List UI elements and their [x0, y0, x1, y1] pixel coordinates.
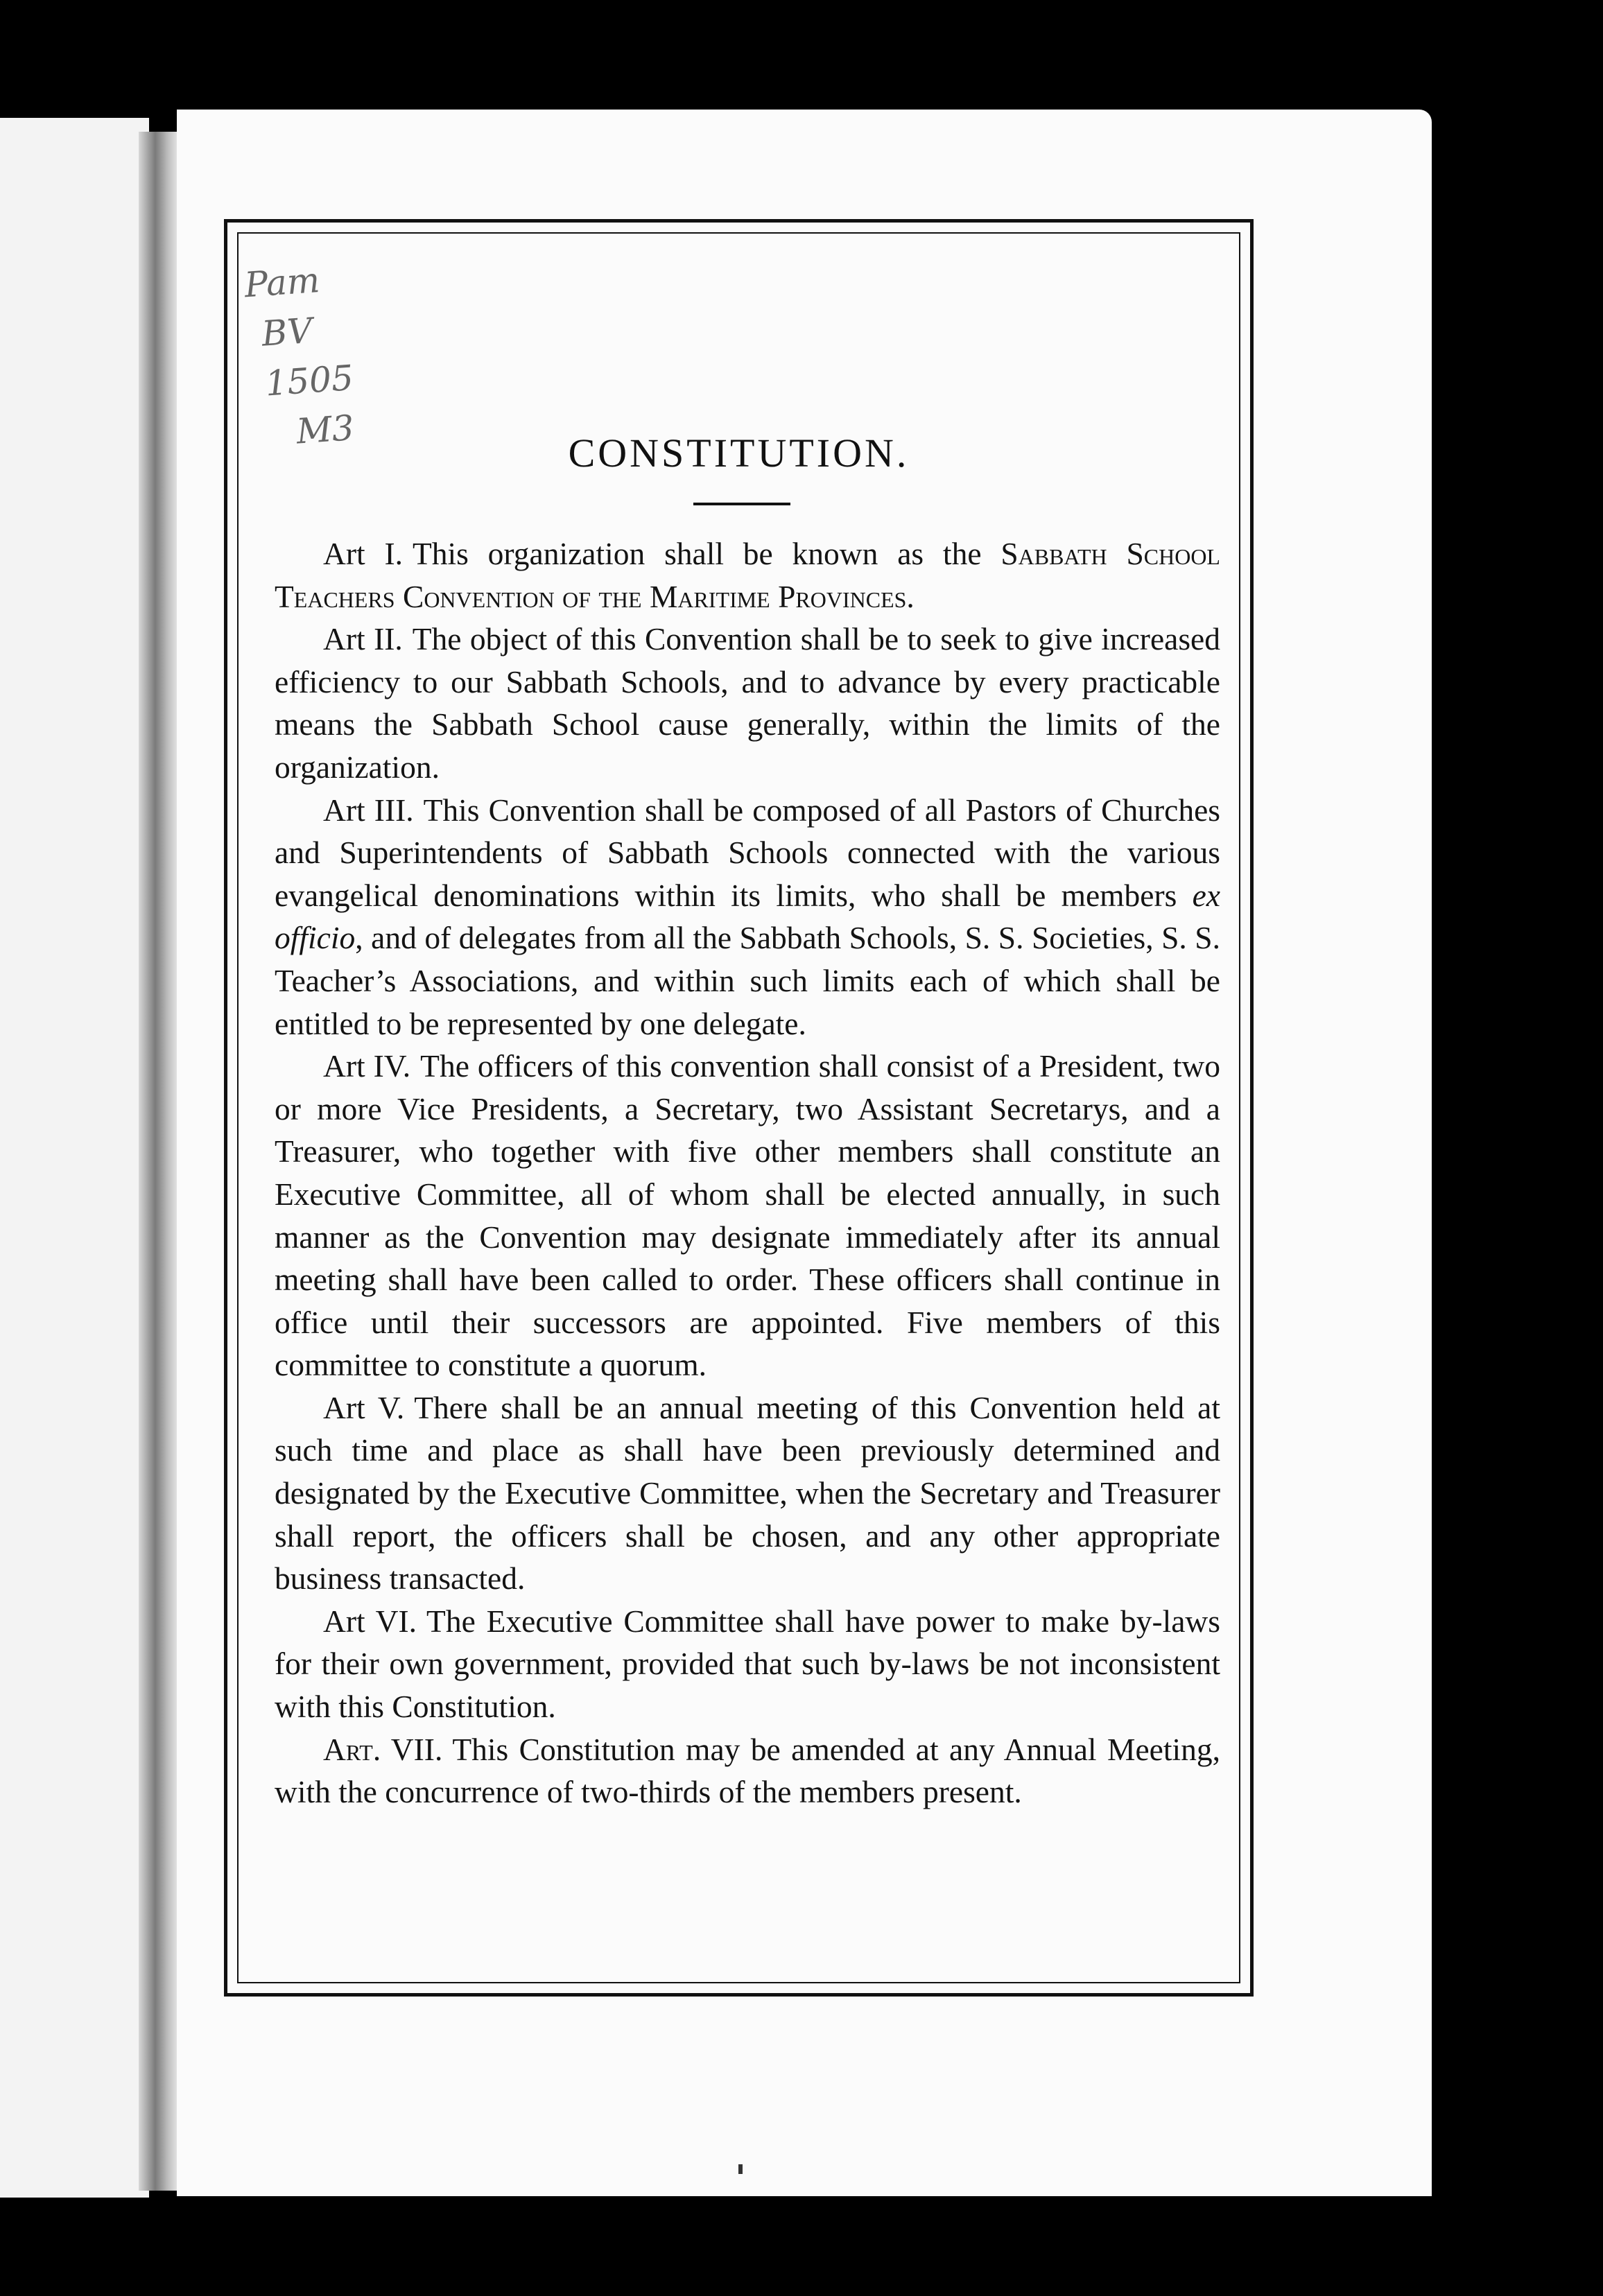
handwritten-line: 1505 — [263, 357, 355, 404]
article-label: Art IV. — [323, 1048, 411, 1084]
article-text: There shall be an annual meeting of this Convention held at such time and place as shall have been previously determined and designated by the Executive Committee, when the Secretary and Treasurer shall report, the officers shall be chosen, and any other appropriate business transacted. — [275, 1389, 1220, 1597]
constitution-body — [275, 532, 1220, 1814]
article-text: This Convention shall be composed of all Pastors of Churches and Superintendents of Sabbath Schools connected with the various evangelical denominations within its limits, who shall be members — [275, 792, 1221, 913]
article-text: The Executive Committee shall have power to make by-laws for their own government, provided that such by-laws be not inconsistent with this Constitution. — [275, 1603, 1220, 1725]
article-text: The object of this Convention shall be to seek to give increased efficiency to our Sabbath Schools, and to advance by every practicable means the Sabbath School cause generally, within the limits of the organization. — [275, 621, 1220, 785]
scan-speck — [738, 2164, 743, 2174]
article-text: , and of delegates from all the Sabbath Schools, S. S. Societies, S. S. Teacher’s Associations, and within such limits each of which shall be entitled to be represented by one delegate. — [275, 920, 1220, 1041]
article-6 — [275, 1600, 1220, 1728]
article-label: Art III. — [323, 792, 414, 828]
handwritten-call-number — [243, 253, 358, 460]
article-4 — [275, 1045, 1220, 1386]
article-text-italic: ex officio — [275, 877, 1220, 956]
article-7 — [275, 1728, 1220, 1814]
article-text: This Constitution may be amended at any Annual Meeting, with the concurrence of two-thirds of the members present. — [275, 1731, 1220, 1810]
article-text: The officers of this convention shall consist of a President, two or more Vice Presidents, a Secretary, two Assistant Secretarys, and a Treasurer, who together with five other members shall constitute an Executive Committee, all of whom shall be elected annually, in such manner as the Convention may designate immediately after its annual meeting shall have been called to order. These officers shall continue in office until their successors are appointed. Five members of this committee to constitute a quorum. — [275, 1048, 1220, 1383]
article-label: Art II. — [323, 621, 403, 657]
handwritten-line: BV — [260, 310, 314, 354]
article-label: Art V. — [323, 1389, 405, 1425]
article-text: This organization shall be known as the — [412, 536, 982, 571]
handwritten-line: M3 — [295, 407, 356, 452]
book-gutter — [139, 132, 180, 2191]
handwritten-line: Pam — [243, 259, 322, 306]
article-1 — [275, 532, 1220, 618]
article-text-smallcaps: Sabbath School Teachers Convention of the Maritime Provinces. — [275, 536, 1220, 614]
title-rule — [693, 503, 790, 505]
page-title: CONSTITUTION. — [568, 430, 910, 476]
article-label: Art. VII. — [323, 1731, 443, 1767]
article-2 — [275, 618, 1220, 788]
article-5 — [275, 1386, 1220, 1600]
article-3 — [275, 789, 1220, 1045]
article-label: Art I. — [323, 536, 403, 571]
article-label: Art VI. — [323, 1603, 417, 1639]
facing-page — [0, 118, 149, 2198]
